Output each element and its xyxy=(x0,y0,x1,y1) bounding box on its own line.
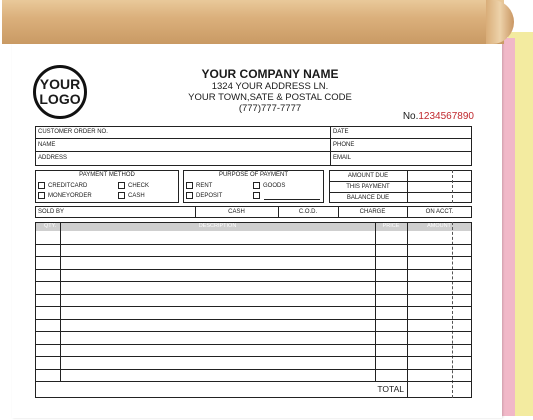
phone-field[interactable]: PHONE xyxy=(333,142,355,148)
total-label: TOTAL xyxy=(377,384,404,394)
rent-checkbox[interactable] xyxy=(186,182,193,189)
company-address: 1324 YOUR ADDRESS LN. xyxy=(211,81,329,92)
logo-line-2: LOGO xyxy=(39,91,81,107)
binding-strip xyxy=(2,0,504,44)
creditcard-label: CREDITCARD xyxy=(48,183,88,189)
charge-field[interactable]: CHARGE xyxy=(359,209,386,215)
amount-due-label: AMOUNT DUE xyxy=(347,173,389,179)
qty-column-header: QTY. xyxy=(44,223,57,229)
sale-cash-field[interactable]: CASH xyxy=(228,209,245,215)
cash-label: CASH xyxy=(128,193,145,199)
goods-label: GOODS xyxy=(263,183,286,189)
other-checkbox[interactable] xyxy=(253,192,260,199)
company-logo xyxy=(33,65,87,119)
amounts-row-divider xyxy=(329,181,472,182)
other-purpose-line[interactable] xyxy=(264,199,320,200)
price-column-header: PRICE xyxy=(382,223,400,229)
table-row[interactable] xyxy=(35,306,472,307)
name-field[interactable]: NAME xyxy=(38,142,56,148)
total-row-divider xyxy=(35,381,472,382)
table-row[interactable] xyxy=(35,356,472,357)
invoice-number-prefix: No. xyxy=(402,111,419,122)
table-row[interactable] xyxy=(35,331,472,332)
moneyorder-checkbox[interactable] xyxy=(38,192,45,199)
price-column-divider xyxy=(375,222,376,381)
check-checkbox[interactable] xyxy=(118,182,125,189)
this-payment-label: THIS PAYMENT xyxy=(346,184,390,190)
table-row[interactable] xyxy=(35,294,472,295)
invoice-number xyxy=(380,111,474,122)
rent-label: RENT xyxy=(196,183,213,189)
sold-by-field[interactable]: SOLD BY xyxy=(38,209,65,215)
logo-line-1: YOUR xyxy=(39,76,81,92)
payment-method-title: PAYMENT METHOD xyxy=(79,172,135,178)
customer-order-no-field[interactable]: CUSTOMER ORDER NO. xyxy=(38,129,108,135)
creditcard-checkbox[interactable] xyxy=(38,182,45,189)
amount-column-header: AMOUNT xyxy=(427,223,451,229)
table-row[interactable] xyxy=(35,256,472,257)
amount-cents-divider xyxy=(452,222,453,398)
deposit-label: DEPOSIT xyxy=(196,193,223,199)
email-field[interactable]: EMAIL xyxy=(333,155,352,161)
moneyorder-label: MONEYORDER xyxy=(48,193,92,199)
company-phone: (777)777-7777 xyxy=(238,103,302,114)
customer-row-divider xyxy=(35,138,472,139)
qty-column-divider xyxy=(60,222,61,381)
purpose-title: PURPOSE OF PAYMENT xyxy=(218,172,289,178)
table-row[interactable] xyxy=(35,369,472,370)
amounts-col-divider xyxy=(407,170,408,203)
table-row[interactable] xyxy=(35,319,472,320)
cash-checkbox[interactable] xyxy=(118,192,125,199)
description-column-header: DESCRIPTION xyxy=(198,223,237,229)
amounts-row-divider xyxy=(329,192,472,193)
cod-field[interactable]: C.O.D. xyxy=(298,209,318,215)
customer-row-divider xyxy=(35,151,472,152)
total-amount-field[interactable] xyxy=(408,382,452,397)
date-field[interactable]: DATE xyxy=(333,129,349,135)
on-acct-field[interactable]: ON ACCT. xyxy=(425,209,454,215)
balance-due-label: BALANCE DUE xyxy=(346,195,390,201)
company-name: YOUR COMPANY NAME xyxy=(201,67,339,81)
company-info xyxy=(150,67,390,114)
table-row[interactable] xyxy=(35,244,472,245)
deposit-checkbox[interactable] xyxy=(186,192,193,199)
goods-checkbox[interactable] xyxy=(253,182,260,189)
invoice-number-value: 1234567890 xyxy=(418,111,474,122)
amounts-cents-divider xyxy=(452,170,453,203)
check-label: CHECK xyxy=(128,183,150,189)
table-row[interactable] xyxy=(35,344,472,345)
table-row[interactable] xyxy=(35,269,472,270)
company-town: YOUR TOWN,SATE & POSTAL CODE xyxy=(188,92,352,103)
address-field[interactable]: ADDRESS xyxy=(38,155,68,161)
table-row[interactable] xyxy=(35,281,472,282)
customer-col-divider xyxy=(330,126,331,166)
amount-column-divider xyxy=(407,222,408,398)
